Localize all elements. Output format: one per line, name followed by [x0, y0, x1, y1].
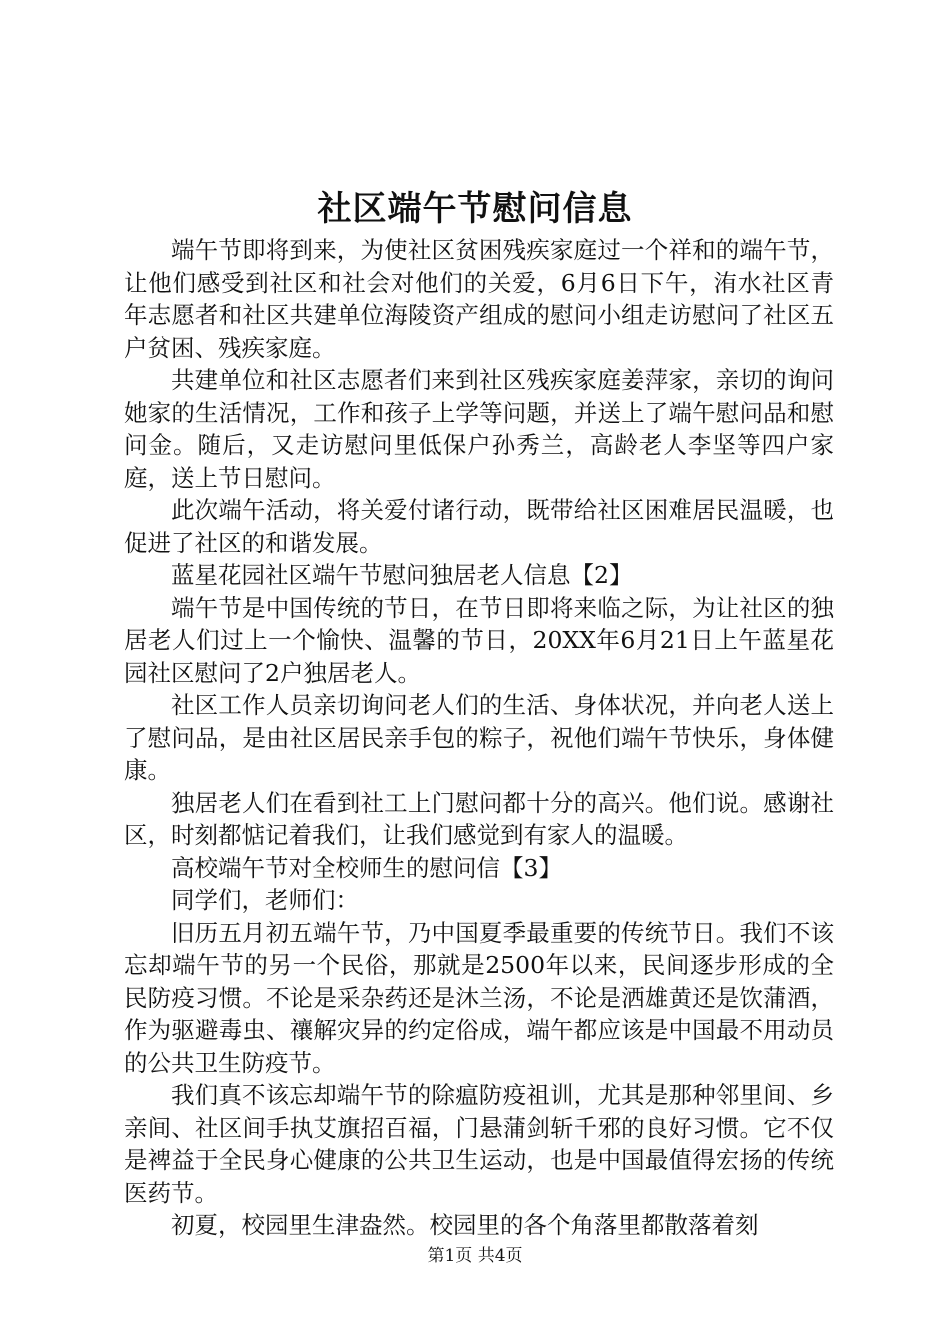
page-title: 社区端午节慰问信息 [317, 189, 633, 229]
paragraph-5: 社区工作人员亲切询问老人们的生活、身体状况，并向老人送上了慰问品，是由社区居民亲手包的粽子，祝他们端午节快乐，身体健康。 [124, 691, 834, 784]
section-heading-2: 蓝星花园社区端午节慰问独居老人信息【2】 [171, 561, 633, 589]
document-body [124, 234, 834, 1242]
letter-salutation: 同学们，老师们： [171, 886, 359, 914]
paragraph-7: 旧历五月初五端午节，乃中国夏季最重要的传统节日。我们不该忘却端午节的另一个民俗，那就是2500年以来，民间逐步形成的全民防疫习惯。不论是采杂药还是沐兰汤，不论是洒雄黄还是饮蒲酒，作为驱避毒虫、禳解灾异的约定俗成，端午都应该是中国最不用动员的公共卫生防疫节。 [124, 918, 834, 1077]
paragraph-4: 端午节是中国传统的节日，在节日即将来临之际，为让社区的独居老人们过上一个愉快、温馨的节日，20XX年6月21日上午蓝星花园社区慰问了2户独居老人。 [124, 593, 834, 687]
paragraph-8: 我们真不该忘却端午节的除瘟防疫祖训，尤其是那种邻里间、乡亲间、社区间手执艾旗招百福，门悬蒲剑斩千邪的良好习惯。它不仅是裨益于全民身心健康的公共卫生运动，也是中国最值得宏扬的传统医药节。 [124, 1081, 834, 1207]
paragraph-6: 独居老人们在看到社工上门慰问都十分的高兴。他们说。感谢社区，时刻都惦记着我们，让我们感觉到有家人的温暖。 [124, 788, 834, 849]
paragraph-1: 端午节即将到来，为使社区贫困残疾家庭过一个祥和的端午节，让他们感受到社区和社会对他们的关爱，6月6日下午，洧水社区青年志愿者和社区共建单位海陵资产组成的慰问小组走访慰问了社区五户贫困、残疾家庭。 [124, 236, 834, 362]
section-heading-3: 高校端午节对全校师生的慰问信【3】 [171, 853, 562, 882]
paragraph-3: 此次端午活动，将关爱付诸行动，既带给社区困难居民温暖，也促进了社区的和谐发展。 [124, 496, 834, 557]
paragraph-2: 共建单位和社区志愿者们来到社区残疾家庭姜萍家，亲切的询问她家的生活情况，工作和孩子上学等问题，并送上了端午慰问品和慰问金。随后，又走访慰问里低保户孙秀兰，高龄老人李坚等四户家庭，送上节日慰问。 [124, 366, 834, 492]
paragraph-9: 初夏，校园里生津盎然。校园里的各个角落里都散落着刻 [171, 1211, 759, 1239]
page-number: 第1页 共4页 [427, 1246, 523, 1266]
